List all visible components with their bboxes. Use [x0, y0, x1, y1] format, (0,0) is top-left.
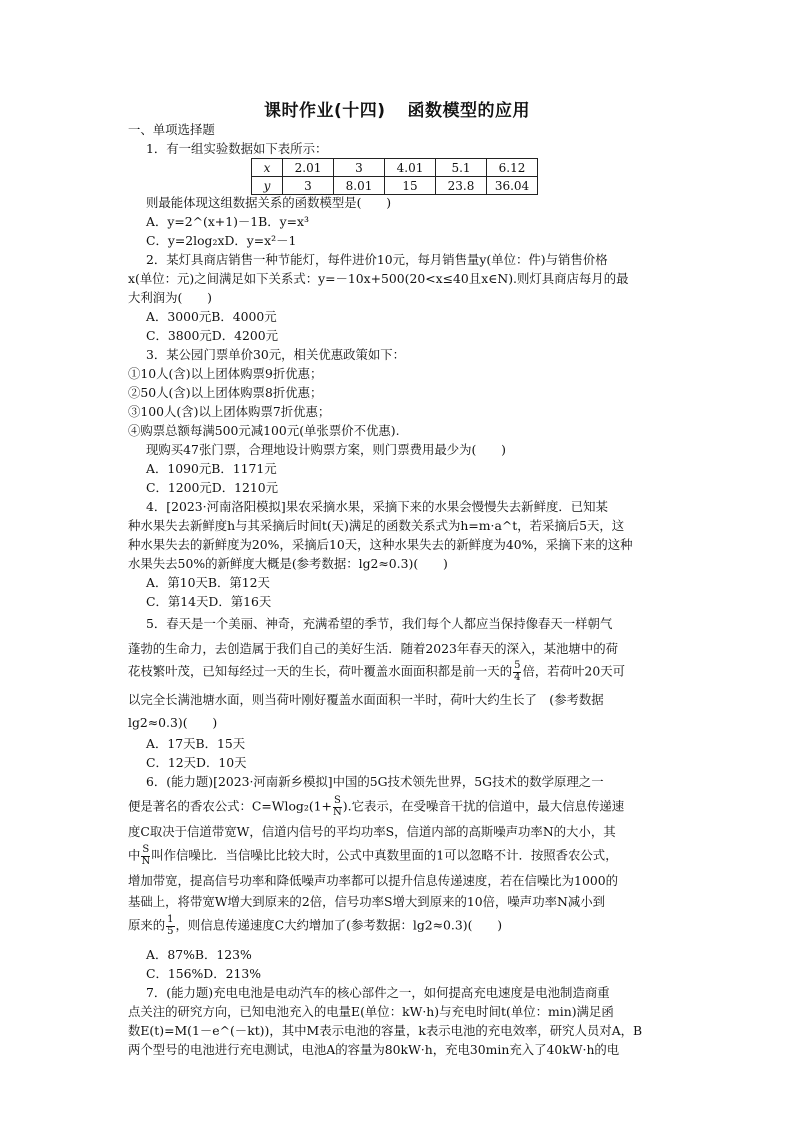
q3-ask: 现购买47张门票，合理地设计购票方案，则门票费用最少为( )	[146, 442, 506, 457]
q4-options-ab: A．第10天B．第12天	[146, 575, 270, 590]
q4-line-1: 4．[2023·河南洛阳模拟]果农采摘水果，采摘下来的水果会慢慢失去新鲜度．已知某	[146, 499, 608, 514]
q1-data-table	[251, 158, 538, 195]
table-cell: 4.01	[385, 159, 436, 177]
q1-stem: 1．有一组实验数据如下表所示：	[146, 141, 328, 156]
q1-options-cd: C．y=2log₂xD．y=x²－1	[146, 233, 297, 248]
page-title	[0, 96, 794, 121]
q2-line-1: 2．某灯具商店销售一种节能灯，每件进价10元，每月销售量y(单位：件)与销售价格	[146, 252, 608, 267]
q2-options-cd: C．3800元D．4200元	[146, 328, 279, 343]
q3-line-1: 3．某公园门票单价30元，相关优惠政策如下：	[146, 347, 406, 362]
q6-line-4-start: 中	[128, 847, 141, 863]
q6-options-cd: C．156%D．213%	[146, 966, 262, 981]
q5-line-3-start: 花枝繁叶茂，已知每经过一天的生长，荷叶覆盖水面面积都是前一天的	[128, 663, 513, 679]
fraction-denominator: 5	[167, 925, 174, 937]
table-cell: 23.8	[436, 177, 487, 195]
q5-line-3	[128, 661, 625, 683]
fraction-denominator: 4	[514, 671, 521, 683]
table-cell: 8.01	[334, 177, 385, 195]
q4-line-3: 种水果失去的新鲜度为20%，采摘后10天，这种水果失去的新鲜度为40%，采摘下来的这种	[128, 537, 633, 552]
q3-rule-3: ③100人(含)以上团体购票7折优惠；	[128, 404, 331, 419]
q6-line-3: 度C取决于信道带宽W，信道内信号的平均功率S，信道内部的高斯噪声功率N的大小，其	[128, 824, 616, 839]
fraction-numerator: 5	[514, 660, 521, 671]
q6-line-7-end: ，则信息传递速度C大约增加了(参考数据：lg2≈0.3)( )	[175, 917, 503, 933]
q5-line-3-end: 倍，若荷叶20天可	[522, 663, 625, 679]
fraction-s-over-n	[141, 845, 150, 867]
q3-options-cd: C．1200元D．1210元	[146, 480, 279, 495]
table-row	[252, 159, 538, 177]
q7-line-2: 点关注的研究方向，已知电池充入的电量E(单位：kW·h)与充电时间t(单位：min)满足函	[128, 1004, 614, 1019]
q4-line-2: 种水果失去新鲜度h与其采摘后时间t(天)满足的函数关系式为h=m·a^t，若采摘后5天，这	[128, 518, 625, 533]
q1-options-ab: A．y=2^(x+1)－1B．y=x³	[146, 214, 310, 229]
q6-line-4	[128, 845, 618, 867]
title-part-1: 课时作业(十四)	[263, 101, 386, 121]
fraction-one-fifth	[166, 915, 174, 937]
q3-rule-1: ①10人(含)以上团体购票9折优惠；	[128, 366, 323, 381]
q2-line-3: 大利润为( )	[128, 290, 213, 305]
q6-line-1: 6．(能力题)[2023·河南新乡模拟]中国的5G技术领先世界，5G技术的数学原理之一	[146, 774, 604, 789]
fraction-numerator: 1	[167, 914, 174, 925]
fraction-denominator: N	[332, 806, 342, 818]
table-cell: 3	[334, 159, 385, 177]
q5-options-cd: C．12天D．10天	[146, 755, 247, 770]
table-cell: 15	[385, 177, 436, 195]
q3-options-ab: A．1090元B．1171元	[146, 461, 277, 476]
q4-options-cd: C．第14天D．第16天	[146, 594, 272, 609]
section-heading: 一、单项选择题	[128, 122, 215, 137]
table-row-head: y	[252, 177, 283, 195]
table-cell: 6.12	[487, 159, 538, 177]
q5-line-4: 以完全长满池塘水面，则当荷叶刚好覆盖水面面积一半时，荷叶大约生长了 (参考数据	[128, 692, 604, 707]
q3-rule-4: ④购票总额每满500元减100元(单张票价不优惠).	[128, 423, 400, 438]
q6-formula-start: 便是著名的香农公式：C=Wlog₂(1+	[128, 798, 332, 814]
q6-line-4-end: 叫作信噪比．当信噪比比较大时，公式中真数里面的1可以忽略不计．按照香农公式，	[151, 847, 618, 863]
fraction-denominator: N	[141, 855, 151, 867]
q6-line-5: 增加带宽，提高信号功率和降低噪声功率都可以提升信息传递速度，若在信噪比为1000的	[128, 873, 618, 888]
q1-ask: 则最能体现这组数据关系的函数模型是( )	[146, 195, 392, 210]
q5-options-ab: A．17天B．15天	[146, 736, 246, 751]
q3-rule-2: ②50人(含)以上团体购票8折优惠；	[128, 385, 323, 400]
table-cell: 3	[283, 177, 334, 195]
q4-line-4: 水果失去50%的新鲜度大概是(参考数据：lg2≈0.3)( )	[128, 556, 448, 571]
q6-options-ab: A．87%B．123%	[146, 947, 252, 962]
table-row-head: x	[252, 159, 283, 177]
table-cell: 36.04	[487, 177, 538, 195]
table-cell: 5.1	[436, 159, 487, 177]
q6-line-6: 基础上，将带宽W增大到原来的2倍，信号功率S增大到原来的10倍，噪声功率N减小到	[128, 894, 605, 909]
table-row	[252, 177, 538, 195]
q2-options-ab: A．3000元B．4000元	[146, 309, 277, 324]
q6-formula-end: ).它表示，在受噪音干扰的信道中，最大信息传递速	[342, 798, 625, 814]
q5-line-5: lg2≈0.3)( )	[128, 715, 218, 730]
q6-line-2	[128, 796, 624, 818]
fraction-numerator: S	[142, 844, 150, 855]
q2-line-2: x(单位：元)之间满足如下关系式：y=－10x+500(20<x≤40且x∈N).则灯具商店每月的最	[128, 271, 629, 286]
fraction-five-fourths	[513, 661, 521, 683]
q7-line-3: 数E(t)=M(1－e^(－kt))，其中M表示电池的容量，k表示电池的充电效率，研究人员对A，B	[128, 1023, 643, 1038]
q6-line-7	[128, 915, 502, 937]
q5-line-1: 5．春天是一个美丽、神奇，充满希望的季节，我们每个人都应当保持像春天一样朝气	[146, 616, 613, 631]
fraction-s-over-n	[333, 796, 342, 818]
table-cell: 2.01	[283, 159, 334, 177]
fraction-numerator: S	[333, 795, 341, 806]
q7-line-4: 两个型号的电池进行充电测试，电池A的容量为80kW·h，充电30min充入了40kW·h的电	[128, 1042, 620, 1057]
q7-line-1: 7．(能力题)充电电池是电动汽车的核心部件之一，如何提高充电速度是电池制造商重	[146, 985, 610, 1000]
q5-line-2: 蓬勃的生命力，去创造属于我们自己的美好生活．随着2023年春天的深入，某池塘中的荷	[128, 641, 618, 656]
q6-line-7-start: 原来的	[128, 917, 166, 933]
title-part-2: 函数模型的应用	[407, 101, 531, 121]
